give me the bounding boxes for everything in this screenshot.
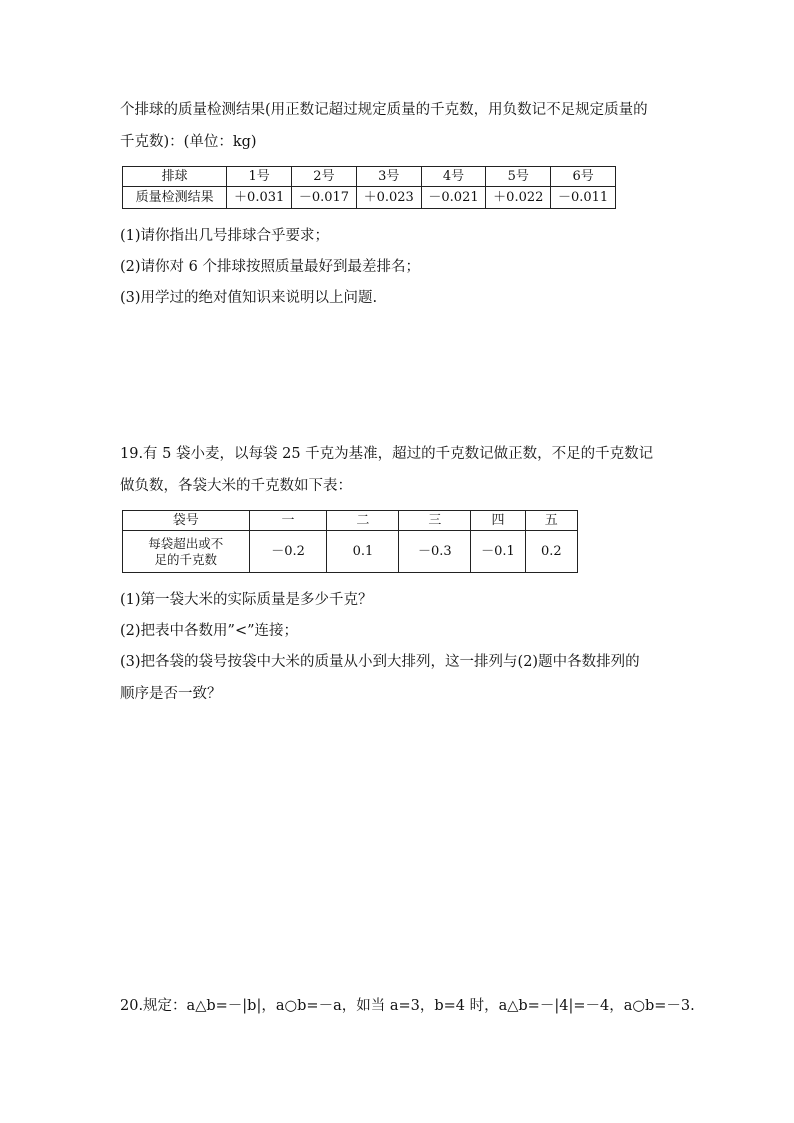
table-cell: －0.2 bbox=[249, 531, 327, 573]
q18-text-line2: 千克数)：(单位：kg) bbox=[120, 134, 257, 150]
table-row bbox=[123, 531, 578, 573]
table-header-cell: 二 bbox=[327, 511, 399, 531]
table-cell: ＋0.031 bbox=[227, 187, 292, 209]
table-cell: －0.021 bbox=[421, 187, 486, 209]
row-label-line1: 每袋超出或不 bbox=[148, 535, 224, 551]
table-header-cell: 袋号 bbox=[123, 511, 250, 531]
table-header-cell: 排球 bbox=[123, 167, 227, 187]
table-cell: 0.2 bbox=[525, 531, 577, 573]
q18-question-1: (1)请你指出几号排球合乎要求； bbox=[120, 228, 330, 244]
table-header-cell: 4号 bbox=[421, 167, 486, 187]
q18-question-2: (2)请你对 6 个排球按照质量最好到最差排名； bbox=[120, 259, 420, 275]
table-row-label bbox=[123, 531, 250, 573]
table-cell: －0.017 bbox=[292, 187, 357, 209]
table-header-cell: 2号 bbox=[292, 167, 357, 187]
q19-question-1: (1)第一袋大米的实际质量是多少千克？ bbox=[120, 592, 373, 608]
table-header-cell: 三 bbox=[399, 511, 471, 531]
q20-text-line1: 20.规定：a△b=－|b|，a○b=－a，如当 a=3，b=4 时，a△b=－|4|=－4，a○b=－3. bbox=[120, 998, 695, 1014]
row-label-line2: 足的千克数 bbox=[154, 551, 218, 567]
table-cell: －0.011 bbox=[551, 187, 616, 209]
q19-question-2: (2)把表中各数用”<”连接； bbox=[120, 623, 299, 639]
table-header-cell: 四 bbox=[471, 511, 525, 531]
table-cell: 质量检测结果 bbox=[123, 187, 227, 209]
table-header-cell: 5号 bbox=[486, 167, 551, 187]
q18-volleyball-table bbox=[122, 166, 616, 209]
table-cell: －0.3 bbox=[399, 531, 471, 573]
q19-question-3-line2: 顺序是否一致？ bbox=[120, 686, 222, 702]
table-header-cell: 一 bbox=[249, 511, 327, 531]
q18-question-3: (3)用学过的绝对值知识来说明以上问题. bbox=[120, 290, 378, 306]
table-header-cell: 1号 bbox=[227, 167, 292, 187]
q18-text-line1: 个排球的质量检测结果(用正数记超过规定质量的千克数，用负数记不足规定质量的 bbox=[120, 102, 648, 118]
table-header-cell: 五 bbox=[525, 511, 577, 531]
table-header-cell: 3号 bbox=[356, 167, 421, 187]
table-cell: ＋0.022 bbox=[486, 187, 551, 209]
q19-text-line2: 做负数，各袋大米的千克数如下表： bbox=[120, 478, 352, 494]
q19-wheat-table bbox=[122, 510, 578, 573]
table-row bbox=[123, 167, 616, 187]
table-cell: 0.1 bbox=[327, 531, 399, 573]
table-header-cell: 6号 bbox=[551, 167, 616, 187]
q19-text-line1: 19.有 5 袋小麦，以每袋 25 千克为基准，超过的千克数记做正数，不足的千克数记 bbox=[120, 446, 654, 462]
q19-question-3-line1: (3)把各袋的袋号按袋中大米的质量从小到大排列，这一排列与(2)题中各数排列的 bbox=[120, 654, 640, 670]
table-row bbox=[123, 511, 578, 531]
table-row bbox=[123, 187, 616, 209]
table-cell: －0.1 bbox=[471, 531, 525, 573]
table-cell: ＋0.023 bbox=[356, 187, 421, 209]
